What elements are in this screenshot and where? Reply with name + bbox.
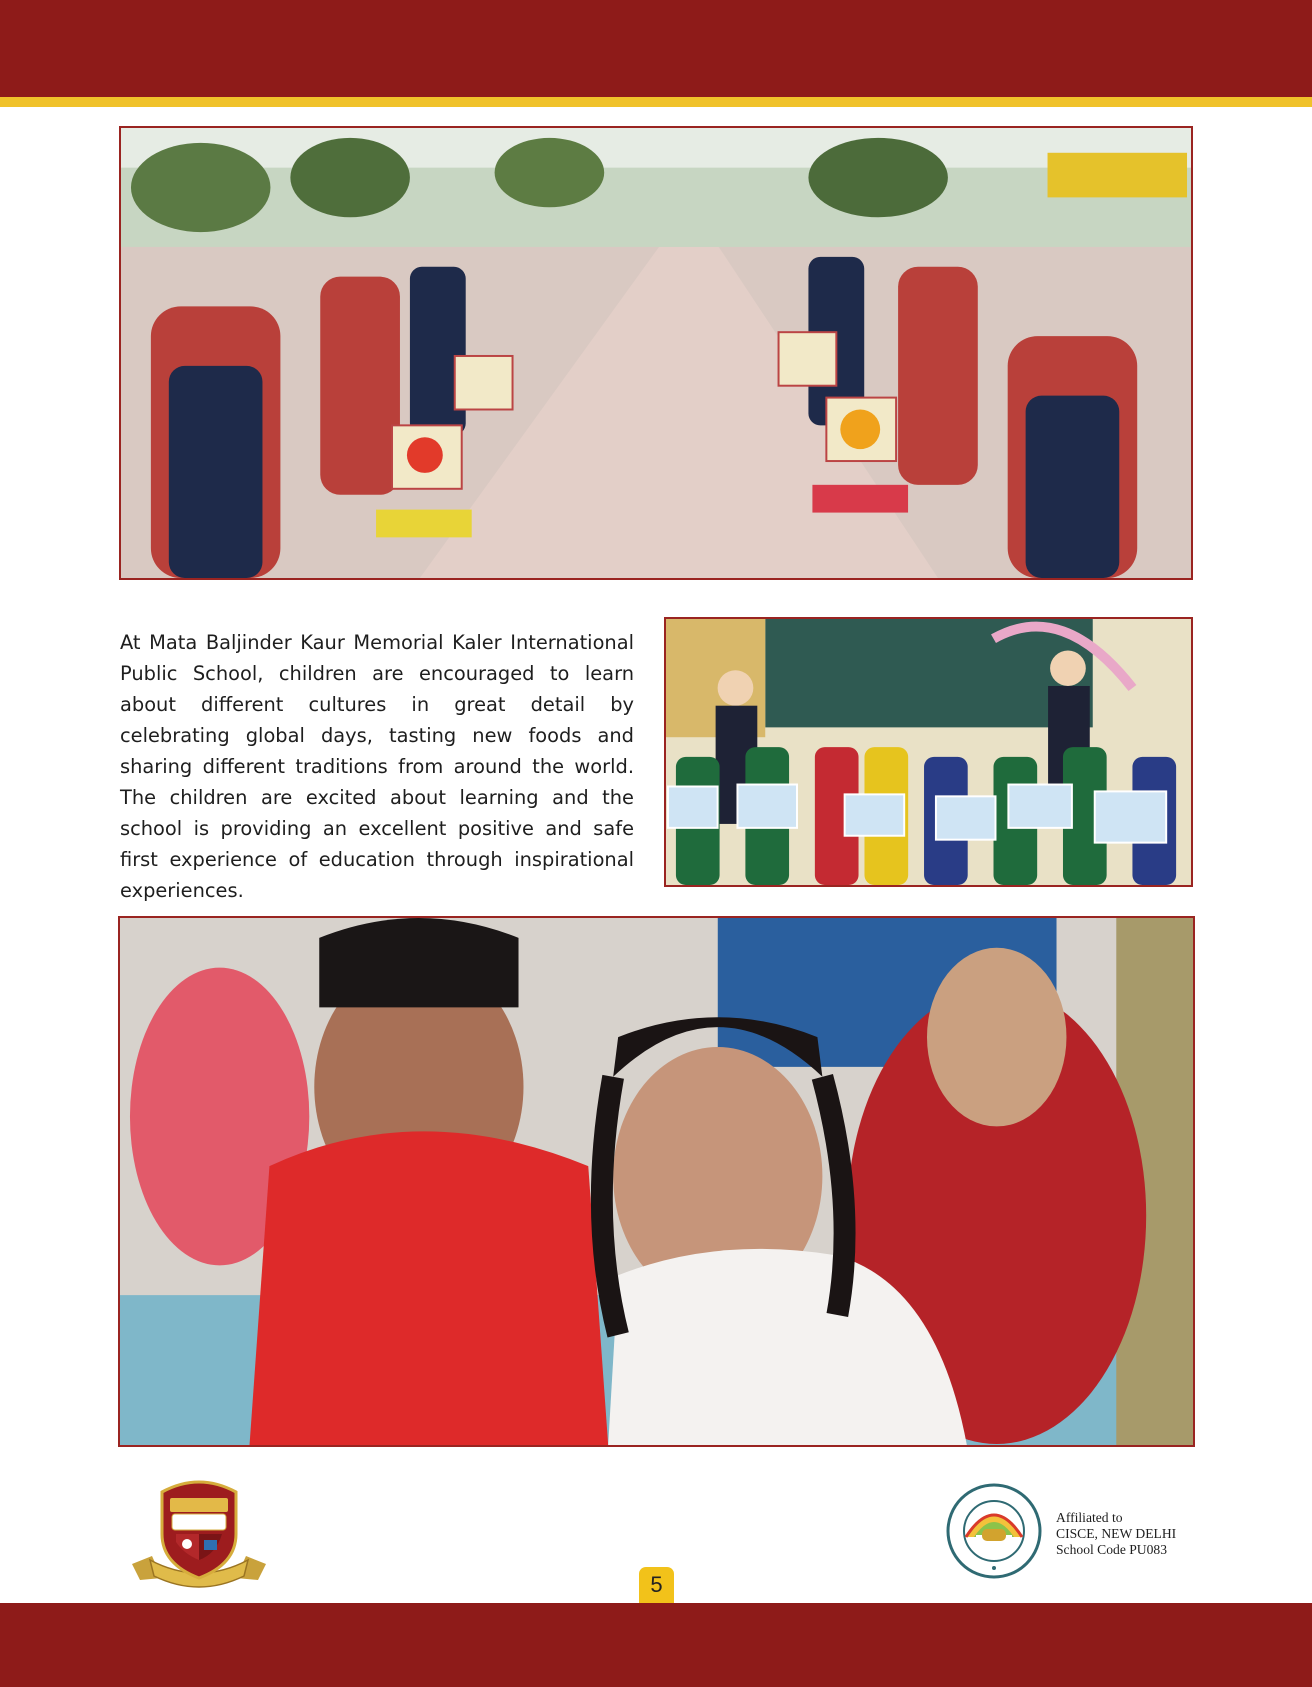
affiliation-line-2: CISCE, NEW DELHI <box>1056 1526 1177 1541</box>
article-paragraph: At Mata Baljinder Kaur Memorial Kaler International Public School, children are encouraged to learn about different cultures in great detail by celebrating global days, tasting new foods and sharing different traditions from around the world. The children are excited about learning and the school is providing an excellent positive and safe first experience of education through inspirational experiences. <box>120 631 634 902</box>
affiliation-line-1: Affiliated to <box>1056 1510 1123 1525</box>
cisce-affiliation-seal <box>946 1483 1042 1579</box>
header-band <box>0 0 1312 97</box>
cisce-seal-icon <box>946 1483 1042 1579</box>
kips-school-crest <box>132 1474 266 1592</box>
photo-water-play <box>118 916 1195 1447</box>
photo-chairs-activity <box>119 126 1193 580</box>
photo-water-play-illustration <box>120 918 1193 1445</box>
affiliation-line-3: School Code PU083 <box>1056 1542 1168 1557</box>
header-accent-stripe <box>0 97 1312 107</box>
kips-crest-icon <box>132 1474 266 1592</box>
page-number: 5 <box>639 1567 674 1603</box>
affiliation-info <box>1056 1510 1236 1558</box>
footer-band <box>0 1603 1312 1687</box>
photo-weather-drawings <box>664 617 1193 887</box>
photo-weather-drawings-illustration <box>666 619 1191 885</box>
photo-chairs-activity-illustration <box>121 128 1191 578</box>
